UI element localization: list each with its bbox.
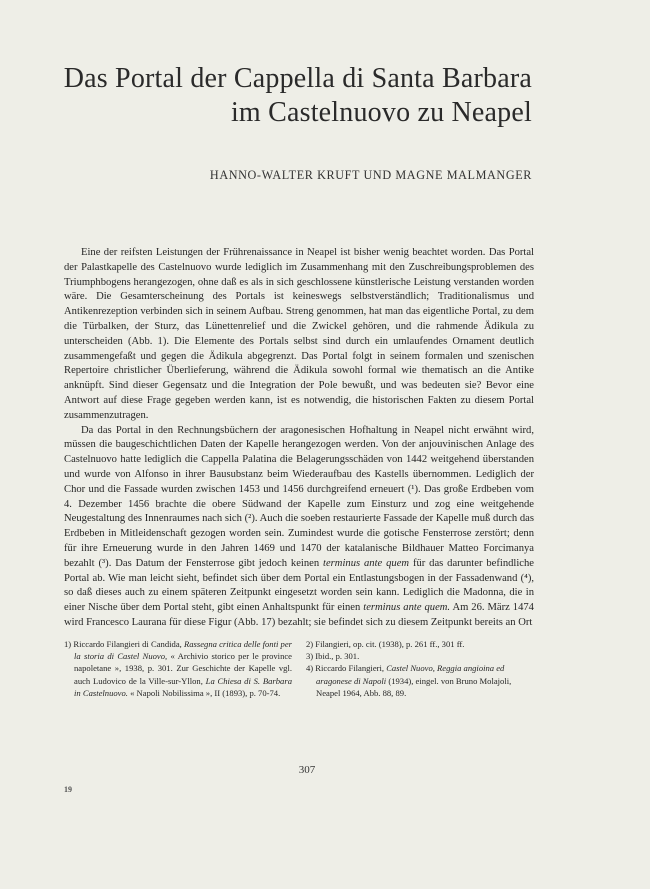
footnote-4: [306, 662, 534, 699]
title-line-1: Das Portal der Cappella di Santa Barbara: [63, 63, 532, 94]
emphasis-term: terminus ante quem: [323, 557, 410, 569]
footnote-column-right: [306, 638, 534, 699]
footnote-1-title: Rassegna critica delle fonti per la storia di Castel Nuovo,: [74, 639, 292, 662]
footnote-column-left: [64, 638, 292, 699]
title-line-2: im Castelnuovo zu Neapel: [230, 97, 532, 128]
paragraph-2: [64, 424, 534, 631]
article-title: [64, 62, 532, 130]
footnote-1-text-c: « Napoli Nobilissima », II (1893), p. 70-74.: [130, 687, 281, 698]
footnote-4-title: Castel Nuovo, Reggia angioina ed aragonese di Napoli: [316, 663, 505, 686]
emphasis-term: terminus ante quem.: [363, 602, 451, 614]
footnote-1-text-a: 1) Riccardo Filangieri di Candida,: [64, 639, 182, 649]
footnote-4-text-b: (1934), eingel. von Bruno Molajoli, Neapel 1964, Abb. 88, 89.: [316, 675, 512, 698]
signature-mark: 19: [64, 785, 72, 794]
footnote-1-text-b: « Archivio storico per le province napoletane », 1938, p. 301. Zur Geschichte der Kapelle vgl. auch Ludovico de la Ville-sur-Yllon,: [74, 651, 293, 686]
footnote-1-title-2: La Chiesa di S. Barbara in Castelnuovo.: [74, 675, 292, 698]
footnotes: [64, 638, 534, 699]
page-number: 307: [298, 764, 316, 776]
paragraph-2-part-b: für das darunter befindliche Portal ab. Wie man leicht sieht, befindet sich über dem Portal ein Entlastungsbogen in der Fassadenwand (⁴), so daß dieses auch zu einem späteren Zeitpunkt eingesetzt worden sein kann. Lediglich die Madonna, die in einer Nische über dem Portal steht, gibt einen Anhaltspunkt für einen: [64, 557, 535, 614]
footnote-3: 3) Ibid., p. 301.: [306, 651, 360, 662]
footnote-1: [64, 638, 292, 699]
paragraph-2-part-a: Da das Portal in den Rechnungsbüchern der aragonesischen Hofhaltung in Neapel nicht erwähnt wird, müssen die baugeschichtlichen Daten der Kapelle herangezogen werden. Von der anjouvinischen Anlage des Castelnuovo hatte lediglich die Cappella Palatina die Belagerungsschäden von 1442 weitgehend überstanden und wurde von Alfonso in ihrer Bausubstanz beim Wiederaufbau des Kastells übernommen. Lediglich der Chor und die Fassade wurden zwischen 1453 und 1456 durchgreifend erneuert (¹). Das große Erdbeben vom 4. Dezember 1456 brachte die obere Südwand der Kapelle zum Einsturz und zog eine weitgehende Neugestaltung des Innenraumes nach sich (²). Auch die soeben restaurierte Fassade der Kapelle muß durch das Erdbeben in Mitleidenschaft gezogen worden sein. Zumindest wurde die gotische Fensterrose zerstört; denn für ihre Erneuerung wurde in den Jahren 1469 und 1470 der katalanische Bildhauer Matteo Forcimanya bezahlt (³). Das Datum der Fensterrose gibt jedoch keinen: [64, 424, 534, 569]
author-line: HANNO-WALTER KRUFT UND MAGNE MALMANGER: [209, 168, 532, 182]
paragraph-1: Eine der reifsten Leistungen der Frührenaissance in Neapel ist bisher wenig beachtet worden. Das Portal der Palastkapelle des Castelnuovo wurde lediglich im Zusammenhang mit den Zuschreibungsproblemen des Triumphbogens herangezogen, ohne daß es als in sich geschlossene künstlerische Leistung verstanden worden wäre. Die Gesamterscheinung des Portals ist keineswegs selbstverständlich; Traditionalismus und Antikenrezeption verbinden sich in seinem Aufbau. Streng genommen, hat man das eigentliche Portal, zu dem die Türbalken, der Sturz, das Lünettenrelief und die Zwickel gehören, und die rahmende Ädikula zu unterscheiden (Abb. 1). Die Elemente des Portals selbst sind durch ein umlaufendes Ornament deutlich zusammengefaßt und gegen die Ädikula abgegrenzt. Das Portal folgt in seinem formalen und szenischen Repertoire christlicher Überlieferung, während die Ädikula sowohl formal wie thematisch an die Antike anknüpft. Sind dieser Gegensatz und die Integration der Pole bewußt, und was bedeuten sie? Bevor eine Antwort auf diese Frage gegeben werden kann, ist es notwendig, die historischen Fakten zu diesem Portal zusammenzutragen.: [64, 247, 534, 421]
footnote-4-text-a: 4) Riccardo Filangieri,: [306, 663, 385, 674]
body-text: [64, 246, 534, 631]
footnote-2: 2) Filangieri, op. cit. (1938), p. 261 ff., 301 ff.: [306, 639, 465, 649]
paragraph-2-part-c: Am 26. März 1474 wird Francesco Laurana für diese Figur (Abb. 17) bezahlt; sie befindet sich zu diesem Zeitpunkt bereits an Ort: [64, 602, 534, 628]
